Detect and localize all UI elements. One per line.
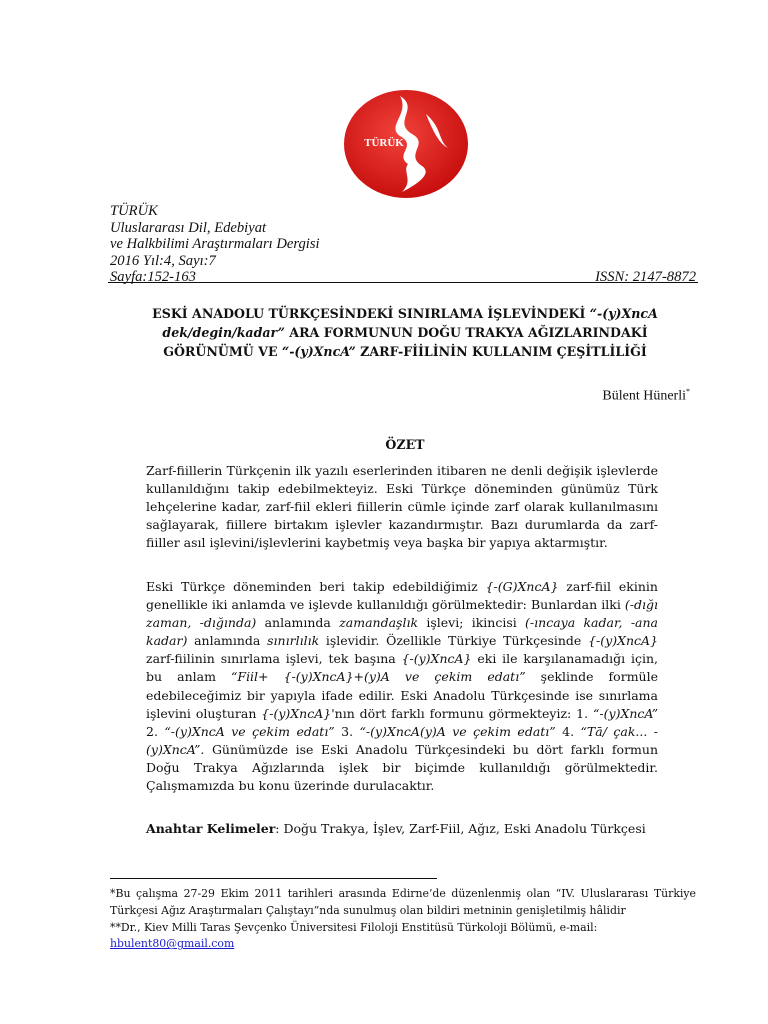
text-run-italic: “-(y)XncA ve çekim edatı”: [164, 723, 335, 739]
text-run: 3.: [334, 723, 360, 739]
text-run-italic: (-ıncaya kadar, -ana kadar): [146, 615, 658, 649]
pages-row: [110, 269, 696, 286]
text-run-italic: “-(y)XncA(y)A ve çekim edatı”: [359, 723, 556, 739]
title-part: “-(y)XncA”: [281, 344, 356, 359]
keywords: [146, 820, 658, 838]
title-part: ZARF-FİİLİNİN KULLANIM ÇEŞİTLİLİĞİ: [360, 344, 647, 359]
footnotes: [110, 886, 696, 953]
journal-subtitle-2: ve Halkbilimi Araştırmaları Dergisi: [110, 236, 320, 252]
text-run: eki ile karşılanamadığı için, bu anlam: [146, 651, 658, 685]
text-run-italic: “-(y)XncA”: [593, 705, 658, 721]
author: [510, 387, 690, 405]
title-part: GÖRÜNÜMÜ VE: [163, 344, 278, 359]
title-part: ESKİ ANADOLU TÜRKÇESİNDEKİ SINIRLAMA İŞLEVİNDEKİ: [152, 306, 586, 321]
title-part: “-(y)XncA: [589, 306, 658, 321]
journal-issue: 2016 Yıl:4, Sayı:7: [110, 252, 216, 269]
text-run: 2.: [146, 723, 165, 739]
journal-issn: ISSN: 2147-8872: [595, 269, 696, 285]
text-run-italic: {-(y)XncA}: [588, 633, 658, 649]
text-run: anlamında: [187, 633, 268, 649]
author-footnote-mark: *: [686, 387, 690, 396]
abstract-paragraph-1: Zarf-fiillerin Türkçenin ilk yazılı eserlerinden itibaren ne denli değişik işlevlerde kullanıldığını takip edebilmekteyiz. Eski Türkçe döneminden günümüz Türk lehçelerine kadar, zarf-fiil ekleri fiillerin cümle içinde zarf olarak kullanılmasını sağlayarak, fiillere birtakım işlevler kazandırmıştır. Bazı durumlarda da zarf-fiiller asıl işlevini/işlevlerini kaybetmiş veya başka bir yapıya aktarmıştır.: [146, 463, 658, 551]
title-part: dek/degin/kadar”: [162, 325, 285, 340]
text-run: anlamında: [256, 615, 340, 631]
header-rule: [108, 282, 698, 283]
logo-text: TÜRÜK: [364, 137, 404, 149]
keywords-list: : Doğu Trakya, İşlev, Zarf-Fiil, Ağız, Eski Anadolu Türkçesi: [275, 821, 646, 836]
journal-logo: [342, 88, 470, 200]
text-run-italic: “Tā/ çak... -(y)XncA”.: [146, 723, 659, 757]
article-title: [110, 304, 700, 361]
text-run: işlevi; ikincisi: [418, 615, 526, 631]
text-run: 'nın dört farklı formunu görmekteyiz: 1.: [331, 705, 594, 721]
text-run: Günümüzde ise Eski Anadolu Türkçesindeki bu dört farklı formun Doğu Trakya Ağızlarında işlek bir biçimde kullanıldığı görülmektedir. Çalışmamızda bu konu üzerinde durulacaktır.: [146, 741, 658, 794]
text-run-italic: zamandaşlık: [339, 615, 419, 631]
text-run-italic: {-(y)XncA}: [261, 705, 332, 721]
text-run-italic: {-(G)XncA}: [485, 579, 559, 594]
text-run-italic: sınırlılık: [267, 633, 320, 649]
journal-subtitle-1: Uluslararası Dil, Edebiyat: [110, 219, 267, 236]
footnote-rule: [110, 878, 437, 879]
abstract-paragraph-2: [146, 578, 658, 795]
text-run: zarf-fiilinin sınırlama işlevi, tek başına: [146, 651, 402, 667]
footnote-2: **Dr., Kiev Milli Taras Şevçenko Üniversitesi Filoloji Enstitüsü Türkoloji Bölümü, e-mail:: [110, 920, 598, 934]
journal-pages: Sayfa:152-163: [110, 269, 196, 285]
abstract-heading: ÖZET: [385, 437, 425, 452]
journal-name: TÜRÜK: [110, 203, 158, 219]
journal-info: [110, 203, 700, 286]
text-run: Eski Türkçe döneminden beri takip edebildiğimiz: [146, 579, 486, 594]
author-email-link[interactable]: hbulent80@gmail.com: [110, 937, 235, 951]
text-run: zarf-fiil ekinin genellikle iki anlamda ve işlevde kullanıldığı görülmektedir: Bunlardan ilki: [146, 579, 658, 613]
keywords-label: Anahtar Kelimeler: [146, 821, 276, 836]
text-run: 4.: [555, 723, 581, 739]
text-run: şeklinde formüle edebileceğimiz bir yapıyla ifade edilir. Eski Anadolu Türkçesinde ise sınırlama işlevini oluşturan: [146, 669, 658, 721]
text-run: işlevidir. Özellikle Türkiye Türkçesinde: [319, 633, 589, 649]
title-part: ARA FORMUNUN DOĞU TRAKYA AĞIZLARINDAKİ: [289, 325, 648, 340]
text-run-italic: (-dığı zaman, -dığında): [146, 597, 658, 631]
text-run-italic: “Fiil+ {-(y)XncA}+(y)A ve çekim edatı”: [231, 669, 526, 685]
text-run-italic: {-(y)XncA}: [401, 651, 472, 667]
footnote-1: *Bu çalışma 27-29 Ekim 2011 tarihleri arasında Edirne’de düzenlenmiş olan “IV. Uluslararası Türkiye Türkçesi Ağız Araştırmaları Çalıştayı”nda sunulmuş olan bildiri metninin genişletilmiş hâlidir: [110, 887, 696, 917]
author-name: Bülent Hünerli: [602, 388, 686, 404]
